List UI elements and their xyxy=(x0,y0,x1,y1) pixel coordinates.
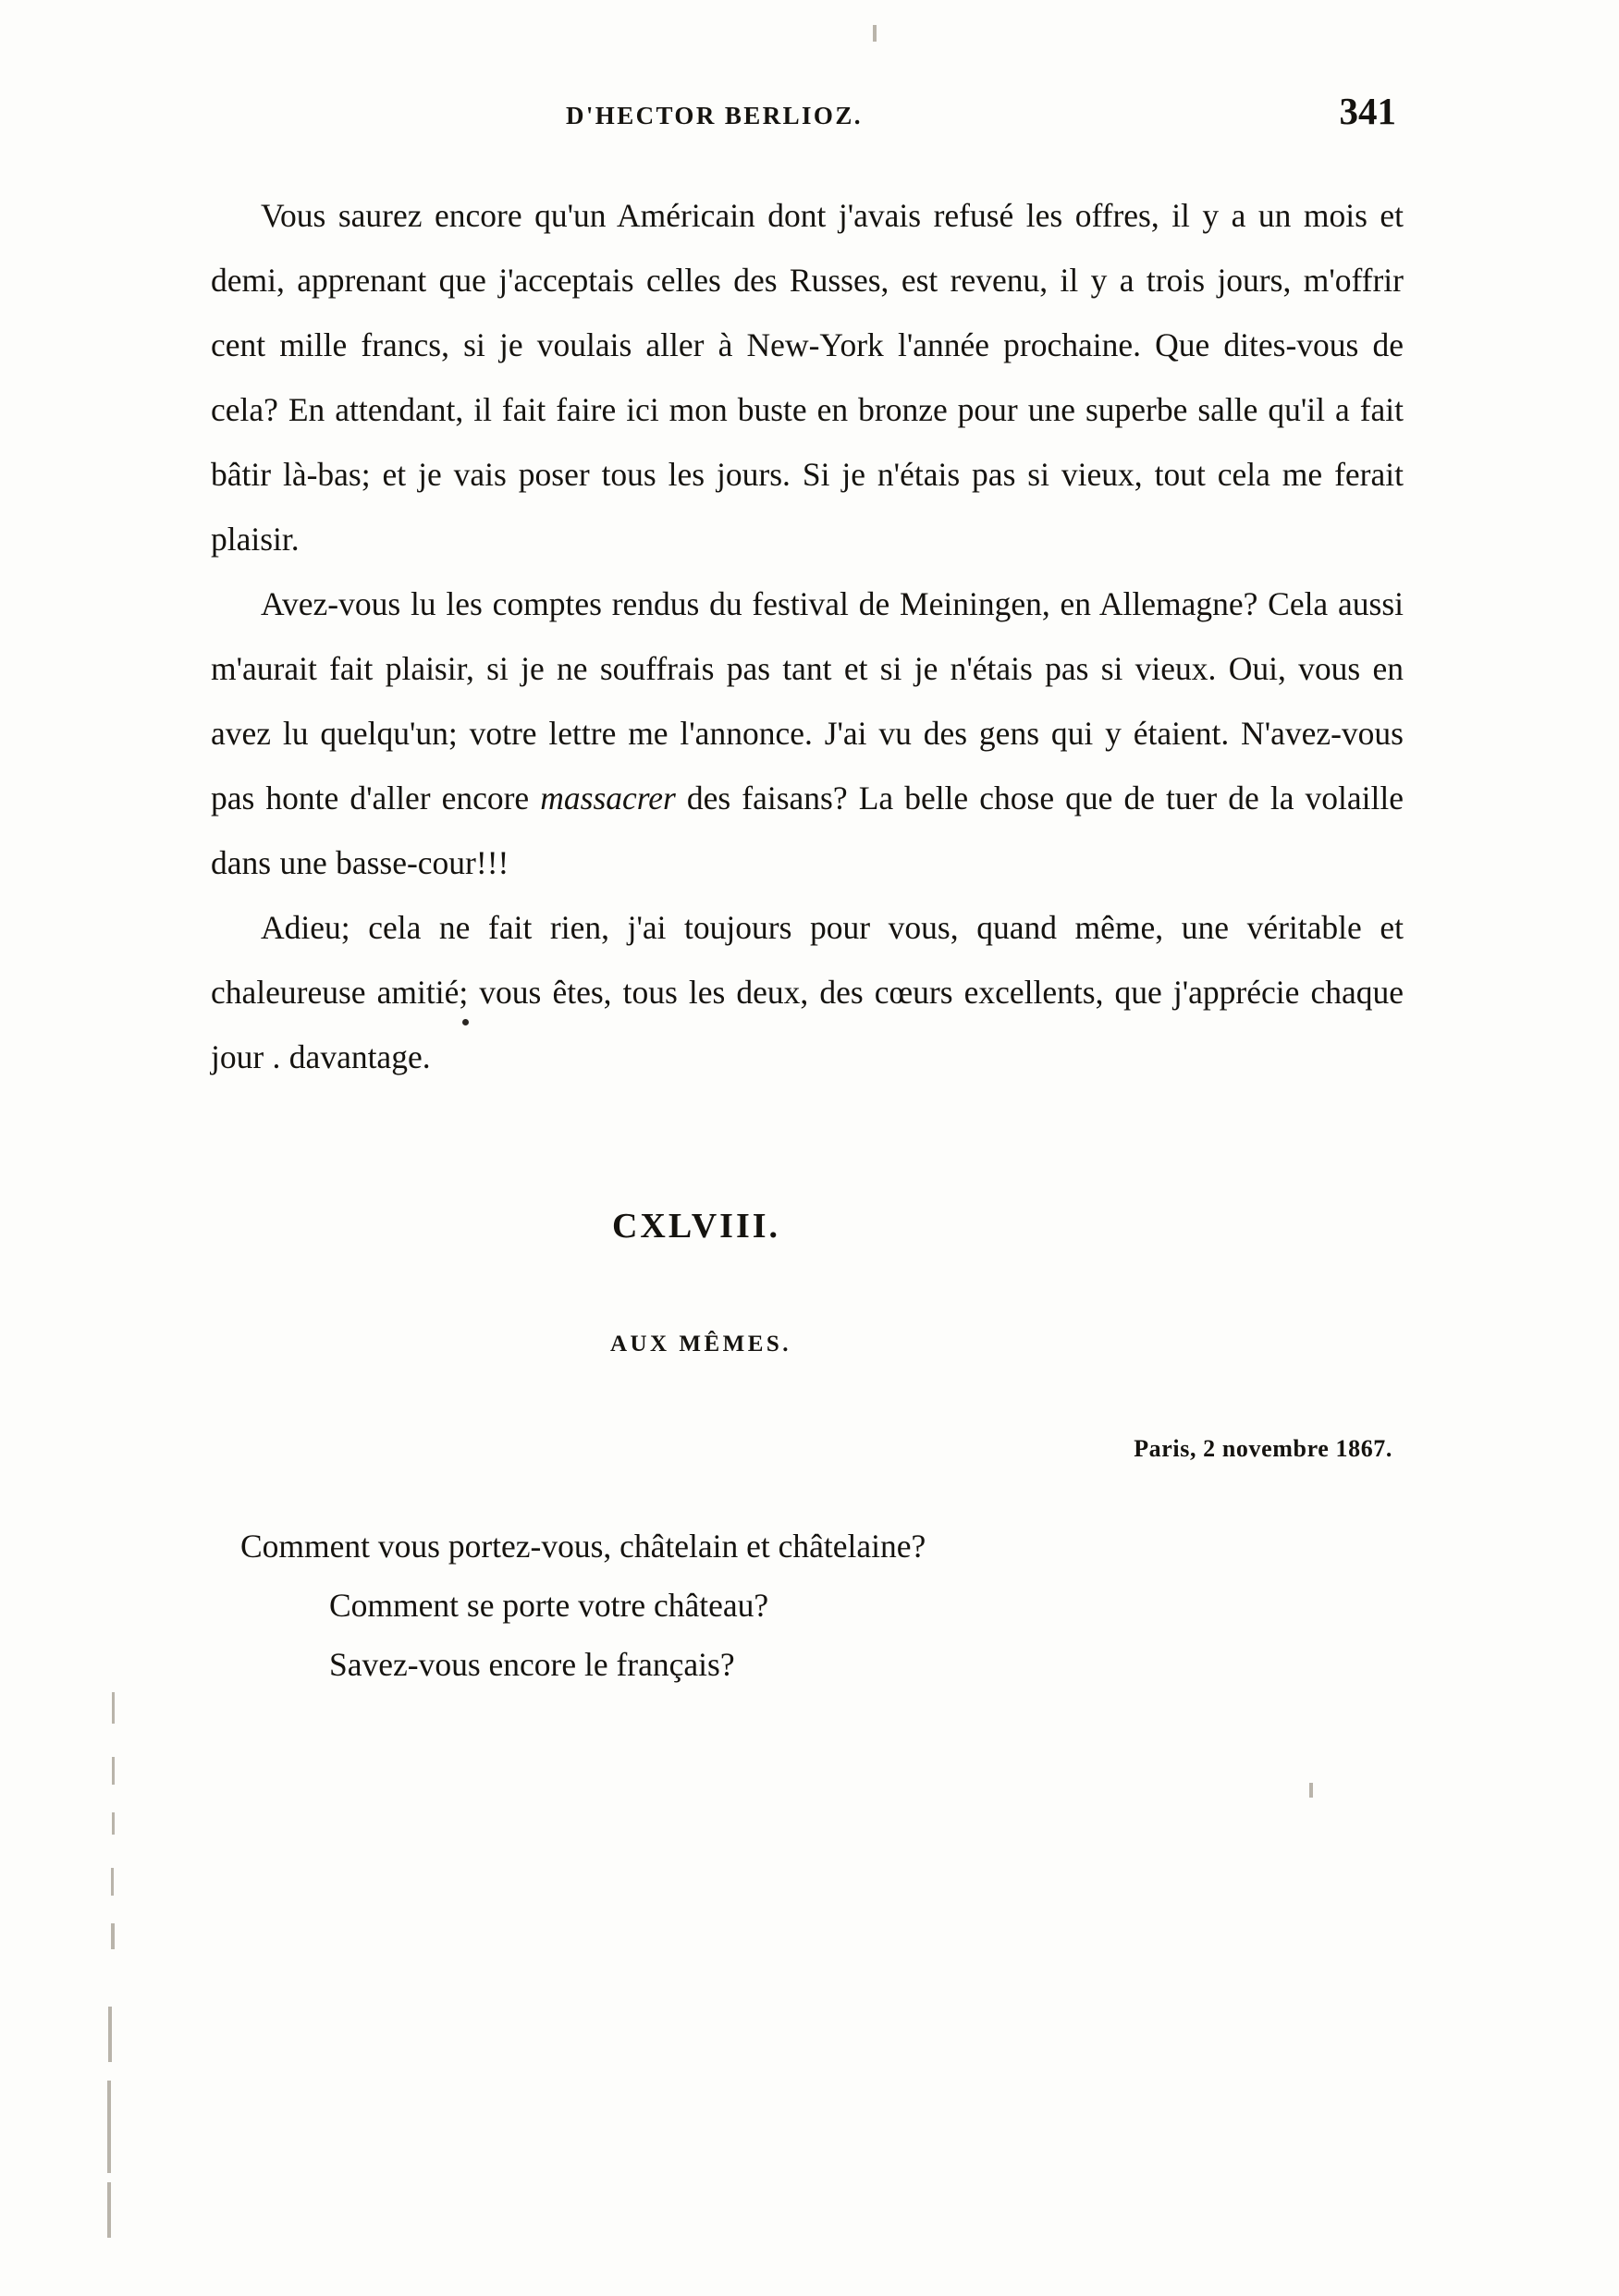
paragraph-2-lead: Avez-vous lu les comptes rendus du festival de Meiningen, en Allemagne? Cela aussi m'aurait fait plaisir, si je ne souffrais pas tant et si je n'étais pas si vieux. Oui, vous en avez lu quelqu'un; votre lettre me l'annonce. J'ai vu des gens qui y étaient. N'avez-vous pas honte d'aller encore xyxy=(211,585,1404,816)
letter-body xyxy=(211,1516,1404,1694)
scan-artifact xyxy=(112,1692,115,1724)
running-head xyxy=(211,89,1404,133)
paragraph-2 xyxy=(211,571,1404,895)
letter-number-heading: CXLVIII. xyxy=(611,1207,781,1246)
scan-artifact xyxy=(111,1868,114,1896)
scan-artifact xyxy=(873,25,877,42)
scan-artifact xyxy=(112,1812,115,1835)
scan-artifact xyxy=(112,1757,115,1785)
scan-artifact xyxy=(108,2007,112,2062)
letter-dateline: Paris, 2 novembre 1867. xyxy=(1134,1435,1392,1462)
letter-line-1: Comment vous portez-vous, châtelain et châtelaine? xyxy=(240,1528,926,1565)
scan-artifact xyxy=(107,2081,111,2173)
paragraph-2-tail: des faisans? La belle chose que de tuer de la volaille dans une basse-cour!!! xyxy=(211,780,1404,881)
running-head-title: D'HECTOR BERLIOZ. xyxy=(566,102,863,129)
ink-speck xyxy=(462,1019,469,1025)
scan-artifact xyxy=(1309,1783,1313,1798)
paragraph-1: Vous saurez encore qu'un Américain dont j'avais refusé les offres, il y a un mois et demi, apprenant que j'acceptais celles des Russes, est revenu, il y a trois jours, m'offrir cent mille francs, si je voulais aller à New-York l'année prochaine. Que dites-vous de cela? En attendant, il fait faire ici mon buste en bronze pour une superbe salle qu'il a fait bâtir là-bas; et je vais poser tous les jours. Si je n'étais pas si vieux, tout cela me ferait plaisir. xyxy=(211,197,1404,558)
paragraph-3: Adieu; cela ne fait rien, j'ai toujours pour vous, quand même, une véritable et chaleureuse amitié; vous êtes, tous les deux, des cœurs excellents, que j'apprécie chaque jour . davantage. xyxy=(211,909,1404,1075)
letter-line-3: Savez-vous encore le français? xyxy=(329,1646,735,1683)
page-content xyxy=(211,89,1404,1694)
letter-line-2: Comment se porte votre château? xyxy=(329,1587,769,1624)
scan-artifact xyxy=(111,1923,115,1949)
page-number: 341 xyxy=(1339,90,1396,132)
scan-artifact xyxy=(107,2182,111,2238)
paragraph-2-emphasis: massacrer xyxy=(540,780,676,816)
letter-addressee: AUX MÊMES. xyxy=(609,1332,792,1357)
